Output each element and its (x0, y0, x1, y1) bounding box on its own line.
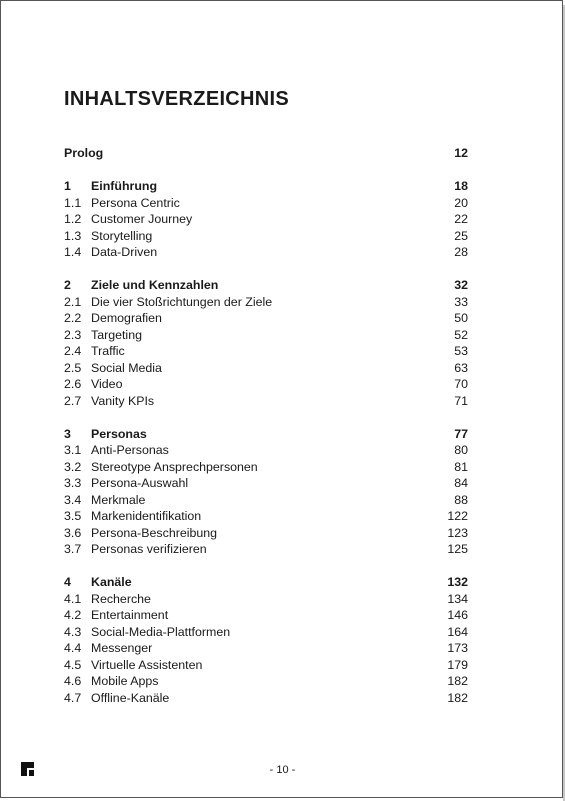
toc-chapter-label: Einführung (91, 179, 158, 193)
toc-section-4-4[interactable] (64, 640, 468, 657)
toc-section-label: Recherche (91, 591, 151, 606)
toc-chapter-number: 3 (64, 426, 71, 441)
toc-section-page: 173 (447, 641, 468, 655)
toc-section-page: 81 (454, 459, 468, 474)
toc-section-label: Entertainment (91, 608, 169, 622)
toc-section-1-3[interactable] (64, 228, 468, 245)
toc-section-number: 1.1 (64, 195, 82, 210)
toc-spacer (64, 261, 468, 278)
toc-section-number: 4.1 (64, 591, 82, 606)
toc-section-4-6[interactable] (64, 673, 468, 690)
toc-section-4-2[interactable] (64, 607, 468, 624)
toc-section-2-4[interactable] (64, 343, 468, 360)
toc-section-label: Storytelling (91, 228, 153, 243)
toc-section-number: 3.2 (64, 459, 82, 474)
toc-section-3-1[interactable] (64, 442, 468, 459)
toc-section-label: Persona Centric (91, 195, 180, 210)
toc-section-number: 4.2 (64, 608, 82, 622)
toc-section-label: Messenger (91, 641, 153, 655)
toc-section-label: Targeting (91, 327, 142, 342)
toc-section-number: 3.5 (64, 509, 82, 523)
toc-chapter-number: 1 (64, 179, 71, 193)
toc-section-label: Persona-Beschreibung (91, 525, 218, 540)
toc-chapter-page: 32 (454, 278, 468, 292)
toc-section-page: 50 (454, 311, 468, 325)
toc-section-label: Traffic (91, 344, 125, 358)
toc-section-label: Social Media (91, 360, 162, 375)
toc-section-4-1[interactable] (64, 591, 468, 608)
publisher-logo-icon (21, 762, 35, 776)
toc-section-2-2[interactable] (64, 310, 468, 327)
toc-section-page: 63 (454, 360, 468, 375)
toc-section-page: 33 (454, 294, 468, 309)
toc-section-label: Merkmale (91, 492, 146, 507)
toc-chapter-3[interactable] (64, 426, 468, 443)
toc-section-label: Data-Driven (91, 245, 158, 259)
toc-section-number: 4.3 (64, 624, 82, 639)
toc-section-number: 4.6 (64, 674, 82, 688)
toc-section-label: Vanity KPIs (91, 393, 155, 408)
toc-section-page: 134 (447, 591, 468, 606)
toc-chapter-page: 77 (454, 426, 468, 441)
toc-chapter-label: Kanäle (91, 575, 132, 589)
toc-section-page: 164 (447, 624, 468, 639)
toc-chapter-page: 18 (454, 179, 468, 193)
toc-section-label: Virtuelle Assistenten (91, 657, 203, 672)
toc-section-page: 179 (447, 657, 468, 672)
toc-section-page: 88 (454, 492, 468, 507)
toc-section-4-5[interactable] (64, 657, 468, 674)
toc-section-label: Mobile Apps (91, 674, 159, 688)
toc-section-2-7[interactable] (64, 393, 468, 410)
toc-section-number: 3.7 (64, 542, 82, 556)
toc-spacer (64, 162, 468, 179)
toc-section-number: 4.4 (64, 641, 82, 655)
toc-section-page: 80 (454, 443, 468, 457)
toc-section-number: 1.3 (64, 228, 82, 243)
toc-section-label: Markenidentifikation (91, 509, 202, 523)
toc-section-2-6[interactable] (64, 376, 468, 393)
toc-section-number: 1.4 (64, 245, 82, 259)
toc-section-label: Die vier Stoßrichtungen der Ziele (91, 294, 273, 309)
toc-entry-page: 12 (454, 146, 468, 160)
toc-spacer (64, 409, 468, 426)
toc-section-number: 1.2 (64, 212, 82, 226)
toc-section-number: 3.1 (64, 443, 82, 457)
toc-section-page: 53 (454, 344, 468, 358)
toc-section-number: 2.3 (64, 327, 82, 342)
toc-section-page: 22 (454, 212, 468, 226)
toc-section-number: 2.7 (64, 393, 82, 408)
toc-section-3-3[interactable] (64, 475, 468, 492)
toc-section-label: Persona-Auswahl (91, 476, 189, 490)
toc-section-1-4[interactable] (64, 244, 468, 261)
toc-section-page: 28 (454, 245, 468, 259)
toc-chapter-page: 132 (447, 575, 468, 589)
toc-section-page: 25 (454, 228, 468, 243)
toc-section-page: 71 (454, 393, 468, 408)
table-of-contents (64, 145, 468, 706)
toc-chapter-label: Personas (91, 426, 147, 441)
toc-chapter-label: Ziele und Kennzahlen (91, 278, 219, 292)
toc-section-3-4[interactable] (64, 492, 468, 509)
toc-section-page: 123 (447, 525, 468, 540)
toc-section-1-2[interactable] (64, 211, 468, 228)
toc-section-page: 20 (454, 195, 468, 210)
toc-section-label: Video (91, 377, 123, 391)
toc-chapter-1[interactable] (64, 178, 468, 195)
toc-section-page: 146 (447, 608, 468, 622)
toc-section-page: 70 (454, 377, 468, 391)
toc-section-page: 182 (447, 690, 468, 705)
toc-section-number: 2.5 (64, 360, 82, 375)
toc-section-3-7[interactable] (64, 541, 468, 558)
toc-section-number: 2.4 (64, 344, 82, 358)
toc-chapter-4[interactable] (64, 574, 468, 591)
toc-section-label: Personas verifizieren (91, 542, 207, 556)
toc-entry-label: Prolog (64, 146, 104, 160)
toc-section-2-3[interactable] (64, 327, 468, 344)
page-number: - 10 - (269, 764, 296, 776)
toc-section-number: 4.7 (64, 690, 82, 705)
toc-section-label: Anti-Personas (91, 443, 169, 457)
toc-section-number: 3.4 (64, 492, 82, 507)
toc-section-label: Offline-Kanäle (91, 690, 170, 705)
toc-section-page: 122 (447, 509, 468, 523)
toc-section-page: 52 (454, 327, 468, 342)
toc-spacer (64, 558, 468, 575)
toc-section-number: 2.2 (64, 311, 82, 325)
toc-section-page: 84 (454, 476, 468, 490)
page-title: INHALTSVERZEICHNIS (64, 88, 290, 110)
toc-section-4-3[interactable] (64, 624, 468, 641)
toc-section-number: 3.6 (64, 525, 82, 540)
toc-section-label: Stereotype Ansprechpersonen (91, 459, 258, 474)
toc-section-4-7[interactable] (64, 690, 468, 707)
toc-section-2-1[interactable] (64, 294, 468, 311)
toc-section-2-5[interactable] (64, 360, 468, 377)
toc-section-number: 2.6 (64, 377, 82, 391)
toc-section-label: Customer Journey (91, 212, 193, 226)
toc-section-label: Demografien (91, 311, 162, 325)
toc-section-3-5[interactable] (64, 508, 468, 525)
toc-section-3-6[interactable] (64, 525, 468, 542)
toc-entry-prolog[interactable] (64, 145, 468, 162)
toc-section-number: 3.3 (64, 476, 82, 490)
toc-section-number: 2.1 (64, 294, 82, 309)
toc-section-3-2[interactable] (64, 459, 468, 476)
toc-chapter-number: 4 (64, 575, 71, 589)
toc-section-number: 4.5 (64, 657, 82, 672)
toc-section-label: Social-Media-Plattformen (91, 624, 231, 639)
toc-chapter-2[interactable] (64, 277, 468, 294)
toc-section-page: 125 (447, 542, 468, 556)
toc-section-1-1[interactable] (64, 195, 468, 212)
toc-chapter-number: 2 (64, 278, 71, 292)
toc-section-page: 182 (447, 674, 468, 688)
